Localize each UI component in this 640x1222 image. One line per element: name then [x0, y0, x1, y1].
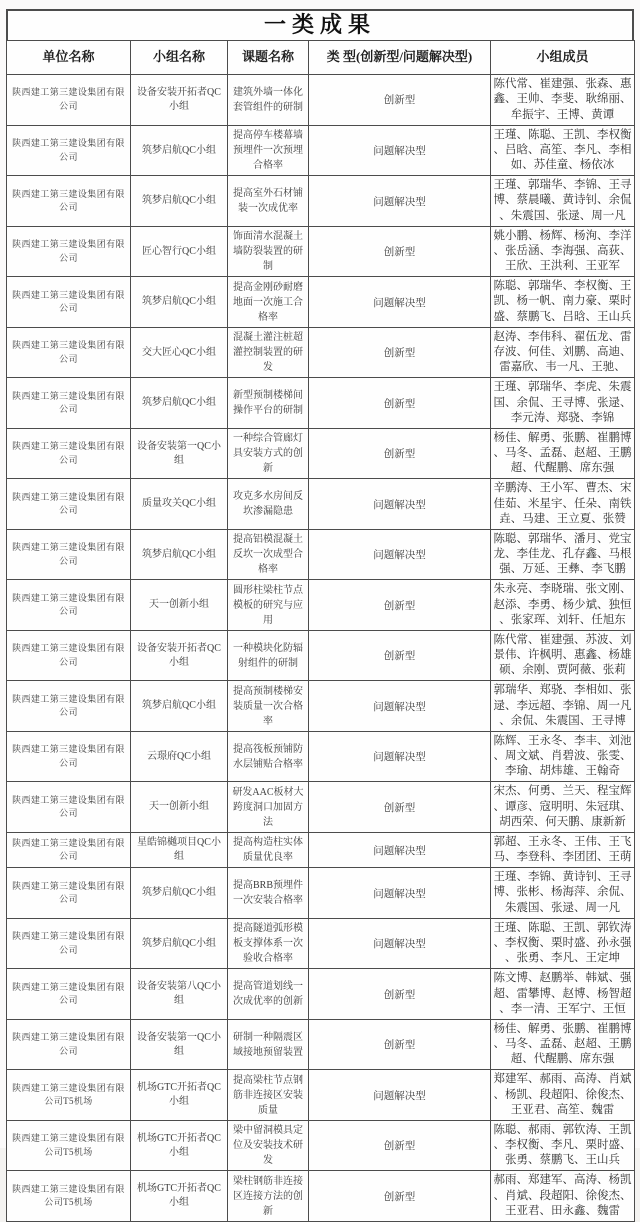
type-cell: 创新型	[309, 378, 491, 429]
table-row	[7, 378, 635, 429]
members-cell: 杨佳、解勇、张鹏、崔鹏博、马冬、孟磊、赵超、王鹏超、代醒鹏、席东强	[491, 1019, 635, 1070]
unit-cell: 陕西建工第三建设集团有限公司	[7, 378, 131, 429]
table-row	[7, 226, 635, 277]
page-title: 一类成果	[6, 9, 634, 40]
header-row	[7, 41, 635, 75]
group-cell: 匠心智行QC小组	[131, 226, 228, 277]
project-cell: 提高管道划线一次成优率的创新	[228, 969, 309, 1020]
table-row	[7, 832, 635, 867]
group-cell: 机场GTC开拓者QC小组	[131, 1120, 228, 1171]
table-row	[7, 125, 635, 176]
members-cell: 王瑾、陈聪、王凯、郭钦涛、李权衡、栗时盛、孙永强、张勇、李凡、王定坤	[491, 918, 635, 969]
project-cell: 提高梁柱节点钢筋非连接区安装质量	[228, 1070, 309, 1121]
group-cell: 云璟府QC小组	[131, 731, 228, 782]
unit-cell: 陕西建工第三建设集团有限公司	[7, 832, 131, 867]
group-cell: 筑梦启航QC小组	[131, 125, 228, 176]
group-cell: 设备安装第八QC小组	[131, 969, 228, 1020]
results-table-body	[7, 75, 635, 1222]
members-cell: 陈辉、王永冬、李丰、刘池、周文斌、肖碧波、张雯、李瑜、胡炜雄、王翰奇	[491, 731, 635, 782]
unit-cell: 陕西建工第三建设集团有限公司T5机场	[7, 1120, 131, 1171]
project-cell: 提高隧道弧形模板支撑体系一次验收合格率	[228, 918, 309, 969]
unit-cell: 陕西建工第三建设集团有限公司	[7, 277, 131, 328]
unit-cell: 陕西建工第三建设集团有限公司	[7, 782, 131, 833]
project-cell: 梁柱钢筋非连接区连接方法的创新	[228, 1171, 309, 1222]
members-cell: 陈聪、郭瑞华、潘月、党宝龙、李佳龙、孔存鑫、马根强、万延、王彝、李飞鹏	[491, 529, 635, 580]
group-cell: 机场GTC开拓者QC小组	[131, 1070, 228, 1121]
members-cell: 朱永亮、李晓瑞、张文刚、赵添、李勇、杨少斌、独恒、张家珲、刘轩、任旭东	[491, 580, 635, 631]
type-cell: 问题解决型	[309, 918, 491, 969]
table-row	[7, 681, 635, 732]
group-cell: 筑梦启航QC小组	[131, 918, 228, 969]
unit-cell: 陕西建工第三建设集团有限公司	[7, 969, 131, 1020]
table-row	[7, 1171, 635, 1222]
unit-cell: 陕西建工第三建设集团有限公司	[7, 327, 131, 378]
project-cell: 圆形柱梁柱节点模板的研究与应用	[228, 580, 309, 631]
header-project: 课题名称	[228, 41, 309, 75]
type-cell: 创新型	[309, 782, 491, 833]
members-cell: 陈代常、崔建强、张森、惠鑫、王帅、李斐、耿绵丽、牟振宇、王博、黄谭	[491, 75, 635, 126]
type-cell: 创新型	[309, 226, 491, 277]
project-cell: 提高停车楼幕墙预埋件一次预埋合格率	[228, 125, 309, 176]
project-cell: 攻克多水房间反坎渗漏隐患	[228, 479, 309, 530]
unit-cell: 陕西建工第三建设集团有限公司	[7, 681, 131, 732]
header-unit: 单位名称	[7, 41, 131, 75]
type-cell: 创新型	[309, 630, 491, 681]
group-cell: 质量攻关QC小组	[131, 479, 228, 530]
unit-cell: 陕西建工第三建设集团有限公司	[7, 125, 131, 176]
project-cell: 饰面清水混凝土墙防裂装置的研制	[228, 226, 309, 277]
table-row	[7, 918, 635, 969]
project-cell: 提高铝模混凝土反坎一次成型合格率	[228, 529, 309, 580]
type-cell: 创新型	[309, 969, 491, 1020]
members-cell: 王瑾、李锦、黄诗钊、王寻博、张彬、杨海萍、余侃、朱震国、张逯、周一凡	[491, 868, 635, 919]
group-cell: 设备安装开拓者QC小组	[131, 630, 228, 681]
project-cell: 混凝土灌注桩超灌控制装置的研发	[228, 327, 309, 378]
group-cell: 天一创新小组	[131, 580, 228, 631]
table-row	[7, 529, 635, 580]
type-cell: 问题解决型	[309, 731, 491, 782]
members-cell: 杨佳、解勇、张鹏、崔鹏博、马冬、孟磊、赵超、王鹏超、代醒鹏、席东强	[491, 428, 635, 479]
table-header	[7, 41, 635, 75]
members-cell: 王瑾、郭瑞华、李虎、朱震国、余侃、王寻博、张逯、李元涛、郑骁、李锦	[491, 378, 635, 429]
table-row	[7, 731, 635, 782]
members-cell: 郭瑞华、郑骁、李相如、张逯、李远超、李锦、周一凡、余侃、朱震国、王寻博	[491, 681, 635, 732]
table-row	[7, 1019, 635, 1070]
unit-cell: 陕西建工第三建设集团有限公司	[7, 731, 131, 782]
type-cell: 创新型	[309, 1171, 491, 1222]
type-cell: 创新型	[309, 1120, 491, 1171]
project-cell: 研发AAC板材大跨度洞口加固方法	[228, 782, 309, 833]
table-row	[7, 1070, 635, 1121]
project-cell: 提高室外石材铺装一次成优率	[228, 176, 309, 227]
project-cell: 提高BRB预埋件一次安装合格率	[228, 868, 309, 919]
members-cell: 郝雨、郑建军、高涛、杨凯、肖斌、段超阳、徐俊杰、王亚君、田永鑫、魏雷	[491, 1171, 635, 1222]
unit-cell: 陕西建工第三建设集团有限公司	[7, 630, 131, 681]
table-row	[7, 782, 635, 833]
header-group: 小组名称	[131, 41, 228, 75]
type-cell: 问题解决型	[309, 832, 491, 867]
unit-cell: 陕西建工第三建设集团有限公司	[7, 918, 131, 969]
group-cell: 筑梦启航QC小组	[131, 378, 228, 429]
group-cell: 筑梦启航QC小组	[131, 868, 228, 919]
unit-cell: 陕西建工第三建设集团有限公司	[7, 176, 131, 227]
table-row	[7, 969, 635, 1020]
type-cell: 创新型	[309, 428, 491, 479]
project-cell: 提高金刚砂耐磨地面一次施工合格率	[228, 277, 309, 328]
table-row	[7, 327, 635, 378]
unit-cell: 陕西建工第三建设集团有限公司	[7, 868, 131, 919]
type-cell: 创新型	[309, 75, 491, 126]
unit-cell: 陕西建工第三建设集团有限公司	[7, 428, 131, 479]
project-cell: 提高预制楼梯安装质量一次合格率	[228, 681, 309, 732]
group-cell: 筑梦启航QC小组	[131, 681, 228, 732]
type-cell: 创新型	[309, 580, 491, 631]
project-cell: 一种模块化防辐射组件的研制	[228, 630, 309, 681]
unit-cell: 陕西建工第三建设集团有限公司	[7, 529, 131, 580]
members-cell: 赵涛、李伟科、翟伍龙、雷存波、何佳、刘鹏、高迪、雷嘉欣、韦一凡、王驰、	[491, 327, 635, 378]
unit-cell: 陕西建工第三建设集团有限公司	[7, 580, 131, 631]
group-cell: 筑梦启航QC小组	[131, 176, 228, 227]
group-cell: 设备安装第一QC小组	[131, 428, 228, 479]
group-cell: 筑梦启航QC小组	[131, 277, 228, 328]
group-cell: 星皓锦樾项目QC小组	[131, 832, 228, 867]
unit-cell: 陕西建工第三建设集团有限公司T5机场	[7, 1171, 131, 1222]
members-cell: 陈聪、郭瑞华、李权衡、王凯、杨一帆、南力豪、栗时盛、蔡鹏飞、吕晗、王山兵	[491, 277, 635, 328]
members-cell: 姚小鹏、杨辉、杨洵、李洋、张岳涵、李海强、高荻、王欣、王洪利、王亚军	[491, 226, 635, 277]
members-cell: 辛鹏涛、王小军、曹杰、宋佳茹、米星宇、任朵、南铁垚、马建、王立夏、张赞	[491, 479, 635, 530]
unit-cell: 陕西建工第三建设集团有限公司	[7, 1019, 131, 1070]
members-cell: 宋杰、何勇、兰天、程宝辉、谭彦、寇明明、朱冠琪、胡西荣、何天鹏、康新新	[491, 782, 635, 833]
unit-cell: 陕西建工第三建设集团有限公司	[7, 75, 131, 126]
project-cell: 研制一种隔震区域接地预留装置	[228, 1019, 309, 1070]
members-cell: 王瑾、陈聪、王凯、李权衡、吕晗、高笙、李凡、李相如、苏佳童、杨依冰	[491, 125, 635, 176]
header-type: 类 型(创新型/问题解决型)	[309, 41, 491, 75]
table-row	[7, 630, 635, 681]
group-cell: 设备安装第一QC小组	[131, 1019, 228, 1070]
table-row	[7, 479, 635, 530]
group-cell: 设备安装开拓者QC小组	[131, 75, 228, 126]
type-cell: 问题解决型	[309, 277, 491, 328]
members-cell: 陈文博、赵鹏举、韩斌、强超、雷攀博、赵博、杨智超、李一清、王军宁、王恒	[491, 969, 635, 1020]
table-row	[7, 580, 635, 631]
table-row	[7, 176, 635, 227]
members-cell: 郭超、王永冬、王伟、王飞马、李登科、李团团、王萌	[491, 832, 635, 867]
results-table	[6, 40, 635, 1222]
table-row	[7, 75, 635, 126]
header-members: 小组成员	[491, 41, 635, 75]
type-cell: 问题解决型	[309, 1070, 491, 1121]
table-row	[7, 277, 635, 328]
unit-cell: 陕西建工第三建设集团有限公司T5机场	[7, 1070, 131, 1121]
type-cell: 问题解决型	[309, 176, 491, 227]
group-cell: 交大匠心QC小组	[131, 327, 228, 378]
type-cell: 创新型	[309, 1019, 491, 1070]
type-cell: 问题解决型	[309, 125, 491, 176]
table-row	[7, 428, 635, 479]
table-row	[7, 1120, 635, 1171]
group-cell: 机场GTC开拓者QC小组	[131, 1171, 228, 1222]
group-cell: 天一创新小组	[131, 782, 228, 833]
type-cell: 问题解决型	[309, 868, 491, 919]
type-cell: 问题解决型	[309, 479, 491, 530]
project-cell: 梁中留洞模具定位及安装技术研发	[228, 1120, 309, 1171]
project-cell: 建筑外墙一体化套管组件的研制	[228, 75, 309, 126]
group-cell: 筑梦启航QC小组	[131, 529, 228, 580]
project-cell: 提高构造柱实体质量优良率	[228, 832, 309, 867]
project-cell: 提高筏板预铺防水层铺贴合格率	[228, 731, 309, 782]
type-cell: 问题解决型	[309, 681, 491, 732]
members-cell: 陈代常、崔建强、苏波、刘景伟、许枫明、惠鑫、杨雄硕、余刚、贾阿薇、张莉	[491, 630, 635, 681]
type-cell: 问题解决型	[309, 529, 491, 580]
type-cell: 创新型	[309, 327, 491, 378]
project-cell: 一种综合管廊灯具安装方式的创新	[228, 428, 309, 479]
members-cell: 王瑾、郭瑞华、李锦、王寻博、蔡晨曦、黄诗钊、余侃、朱震国、张逯、周一凡	[491, 176, 635, 227]
unit-cell: 陕西建工第三建设集团有限公司	[7, 226, 131, 277]
project-cell: 新型预制楼梯间操作平台的研制	[228, 378, 309, 429]
unit-cell: 陕西建工第三建设集团有限公司	[7, 479, 131, 530]
members-cell: 陈聪、郝雨、郭钦涛、王凯、李权衡、李凡、栗时盛、张勇、蔡鹏飞、王山兵	[491, 1120, 635, 1171]
members-cell: 郑建军、郝雨、高涛、肖斌、杨凯、段超阳、徐俊杰、王亚君、高笙、魏雷	[491, 1070, 635, 1121]
table-row	[7, 868, 635, 919]
